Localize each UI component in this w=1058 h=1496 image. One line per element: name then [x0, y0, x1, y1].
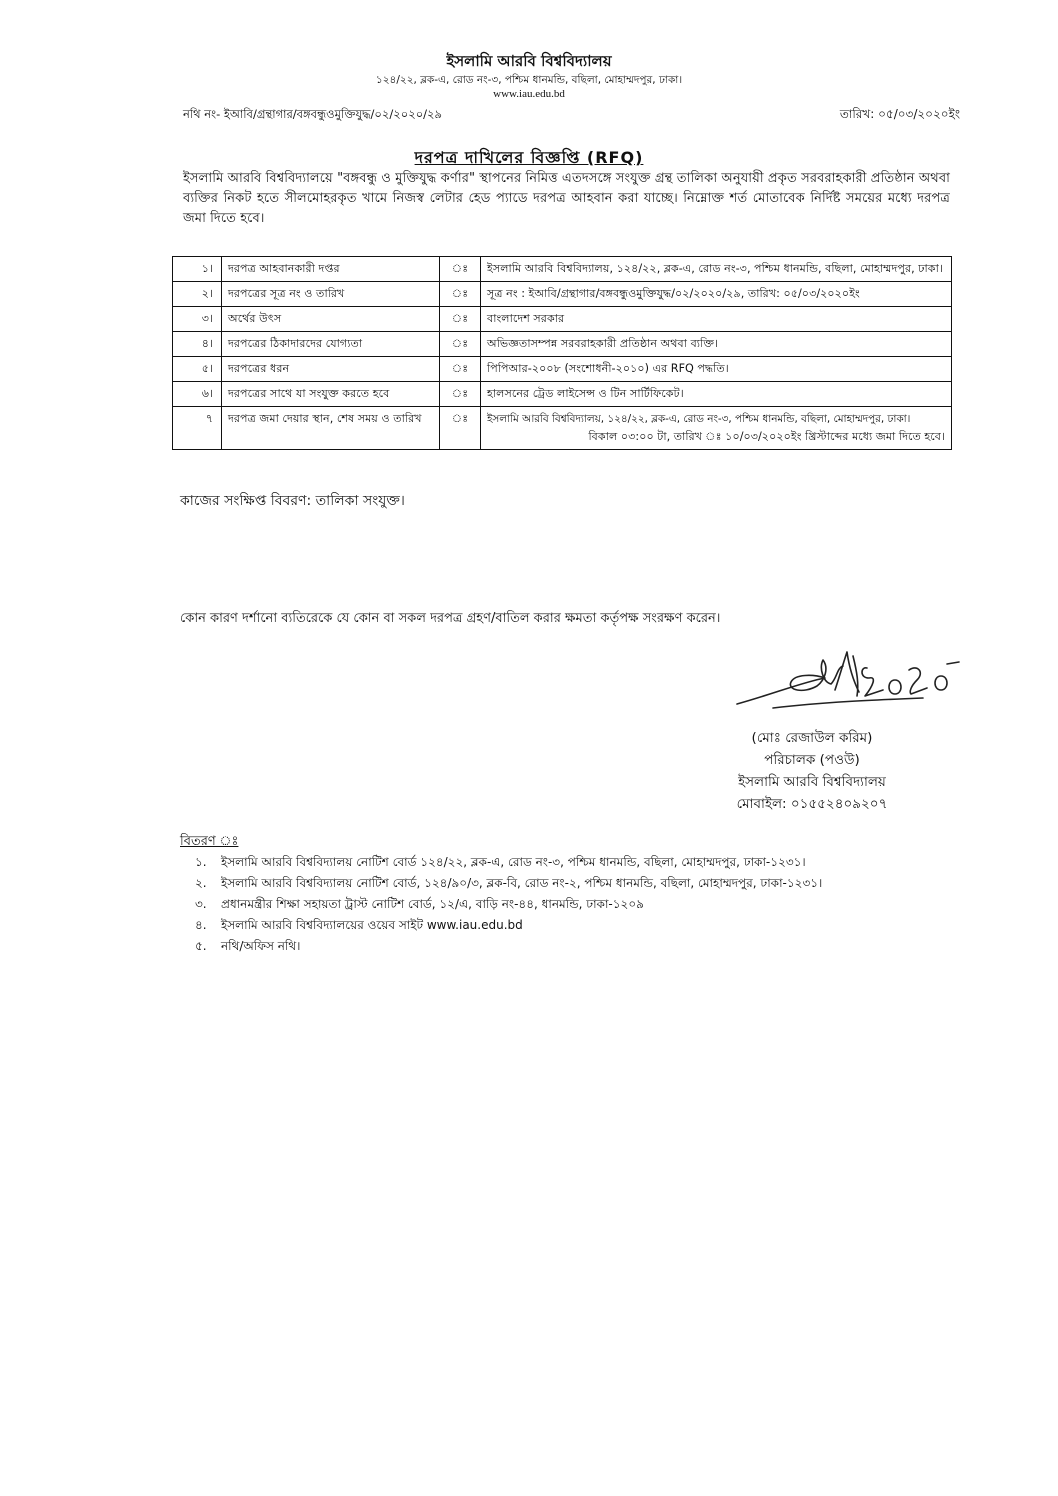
row-value: অভিজ্ঞতাসম্পন্ন সরবরাহকারী প্রতিষ্ঠান অথবা ব্যক্তি।: [481, 332, 952, 357]
row-label: দরপত্র জমা দেয়ার স্থান, শেষ সময় ও তারিখ: [222, 407, 440, 450]
row-number: ৪।: [173, 332, 222, 357]
row-value: [481, 407, 952, 450]
distribution-list: [195, 852, 822, 957]
list-item-number: ১.: [195, 855, 207, 869]
list-item-number: ৪.: [195, 918, 207, 932]
row-label: দরপত্রের সূত্র নং ও তারিখ: [222, 282, 440, 307]
table-row: [173, 382, 952, 407]
row-label: দরপত্রের ধরন: [222, 357, 440, 382]
list-item: [195, 936, 822, 957]
row-separator: ঃ: [440, 307, 481, 332]
list-item-text: ইসলামি আরবি বিশ্ববিদ্যালয় নোটিশ বোর্ড ১২৪/২২, ব্লক-এ, রোড নং-৩, পশ্চিম ধানমন্ডি, বছিলা, মোহাম্মদপুর, ঢাকা-১২৩১।: [221, 855, 806, 869]
row-value: পিপিআর-২০০৮ (সংশোধনী-২০১০) এর RFQ পদ্ধতি।: [481, 357, 952, 382]
row-separator: ঃ: [440, 407, 481, 450]
reservation-note: কোন কারণ দর্শানো ব্যতিরেকে যে কোন বা সকল দরপত্র গ্রহণ/বাতিল করার ক্ষমতা কর্তৃপক্ষ সংরক্ষণ করেন।: [180, 611, 721, 626]
list-item: [195, 852, 822, 873]
table-row: [173, 332, 952, 357]
org-address: ১২৪/২২, ব্লক-এ, রোড নং-৩, পশ্চিম ধানমন্ডি, বছিলা, মোহাম্মদপুর, ঢাকা।: [375, 74, 683, 86]
row-separator: ঃ: [440, 257, 481, 282]
list-item: [195, 894, 822, 915]
row-label: অর্থের উৎস: [222, 307, 440, 332]
notice-title: দরপত্র দাখিলের বিজ্ঞপ্তি (RFQ): [414, 148, 644, 167]
list-item-number: ৩.: [195, 897, 207, 911]
list-item-text: প্রধানমন্ত্রীর শিক্ষা সহায়তা ট্রাস্ট নোটিশ বোর্ড, ১২/এ, বাড়ি নং-৪৪, ধানমন্ডি, ঢাকা-১২০৯: [221, 897, 644, 911]
work-summary: কাজের সংক্ষিপ্ত বিবরণ: তালিকা সংযুক্ত।: [180, 493, 405, 509]
row-number: ৬।: [173, 382, 222, 407]
submission-deadline: বিকাল ০৩:০০ টা, তারিখ ঃ ১০/০৩/২০২০ইং খ্রিস্টাব্দের মধ্যে জমা দিতে হবে।: [588, 430, 945, 443]
row-number: ৭: [173, 407, 222, 450]
table-row: [173, 407, 952, 450]
signatory-phone: মোবাইল: ০১৫৫২৪০৯২০৭: [736, 796, 888, 812]
row-value: হালসনের ট্রেড লাইসেন্স ও টিন সার্টিফিকেট।: [481, 382, 952, 407]
signatory-organization: ইসলামি আরবি বিশ্ববিদ্যালয়: [738, 774, 886, 790]
row-value: ইসলামি আরবি বিশ্ববিদ্যালয়, ১২৪/২২, ব্লক-এ, রোড নং-৩, পশ্চিম ধানমন্ডি, বছিলা, মোহাম্মদপুর, ঢাকা।: [481, 257, 952, 282]
distribution-title: বিতরণ ঃ: [180, 834, 239, 849]
notice-intro: ইসলামি আরবি বিশ্ববিদ্যালয়ে "বঙ্গবন্ধু ও মুক্তিযুদ্ধ কর্ণার" স্থাপনের নিমিত্ত এতদসঙ্গে সংযুক্ত গ্রন্থ তালিকা অনুযায়ী প্রকৃত সরবরাহকারী প্রতিষ্ঠান অথবা ব্যক্তির নিকট হতে সীলমোহরকৃত খামে নিজস্ব লেটার হেড প্যাডে দরপত্র আহবান করা যাচ্ছে। নিম্নোক্ত শর্ত মোতাবেক নির্দিষ্ট সময়ের মধ্যে দরপত্র জমা দিতে হবে।: [183, 171, 950, 226]
row-number: ২।: [173, 282, 222, 307]
signature-image: [733, 638, 963, 716]
row-label: দরপত্রের ঠিকাদারদের যোগ্যতা: [222, 332, 440, 357]
row-value: সূত্র নং : ইআবি/গ্রন্থাগার/বঙ্গবন্ধুওমুক্তিযুদ্ধ/০২/২০২০/২৯, তারিখ: ০৫/০৩/২০২০ইং: [481, 282, 952, 307]
table-row: [173, 357, 952, 382]
row-number: ৫।: [173, 357, 222, 382]
table-row: [173, 282, 952, 307]
info-table: [172, 256, 952, 450]
row-number: ৩।: [173, 307, 222, 332]
list-item: [195, 915, 822, 936]
table-row: [173, 307, 952, 332]
list-item-number: ২.: [195, 876, 207, 890]
signatory-designation: পরিচালক (পওউ): [764, 752, 860, 768]
signatory-name: (মোঃ রেজাউল করিম): [751, 730, 873, 746]
row-label: দরপত্রের সাথে যা সংযুক্ত করতে হবে: [222, 382, 440, 407]
list-item-number: ৫.: [195, 939, 207, 953]
submission-place: ইসলামি আরবি বিশ্ববিদ্যালয়, ১২৪/২২, ব্লক-এ, রোড নং-৩, পশ্চিম ধানমন্ডি, বছিলা, মোহাম্মদপুর, ঢাকা।: [487, 413, 911, 425]
row-separator: ঃ: [440, 332, 481, 357]
row-separator: ঃ: [440, 357, 481, 382]
org-name: ইসলামি আরবি বিশ্ববিদ্যালয়: [446, 52, 612, 70]
table-row: [173, 257, 952, 282]
reference-date: তারিখ: ০৫/০৩/২০২০ইং: [839, 107, 960, 121]
row-label: দরপত্র আহবানকারী দপ্তর: [222, 257, 440, 282]
row-separator: ঃ: [440, 382, 481, 407]
list-item-text: ইসলামি আরবি বিশ্ববিদ্যালয়ের ওয়েব সাইট www.iau.edu.bd: [221, 918, 523, 932]
row-value: বাংলাদেশ সরকার: [481, 307, 952, 332]
list-item-text: ইসলামি আরবি বিশ্ববিদ্যালয় নোটিশ বোর্ড, ১২৪/৯০/৩, ব্লক-বি, রোড নং-২, পশ্চিম ধানমন্ডি, বছিলা, মোহাম্মদপুর, ঢাকা-১২৩১।: [221, 876, 823, 890]
row-separator: ঃ: [440, 282, 481, 307]
row-number: ১।: [173, 257, 222, 282]
reference-number: নথি নং- ইআবি/গ্রন্থাগার/বঙ্গবন্ধুওমুক্তিযুদ্ধ/০২/২০২০/২৯: [183, 107, 442, 121]
org-website: www.iau.edu.bd: [493, 88, 565, 100]
list-item-text: নথি/অফিস নথি।: [221, 939, 301, 953]
list-item: [195, 873, 822, 894]
